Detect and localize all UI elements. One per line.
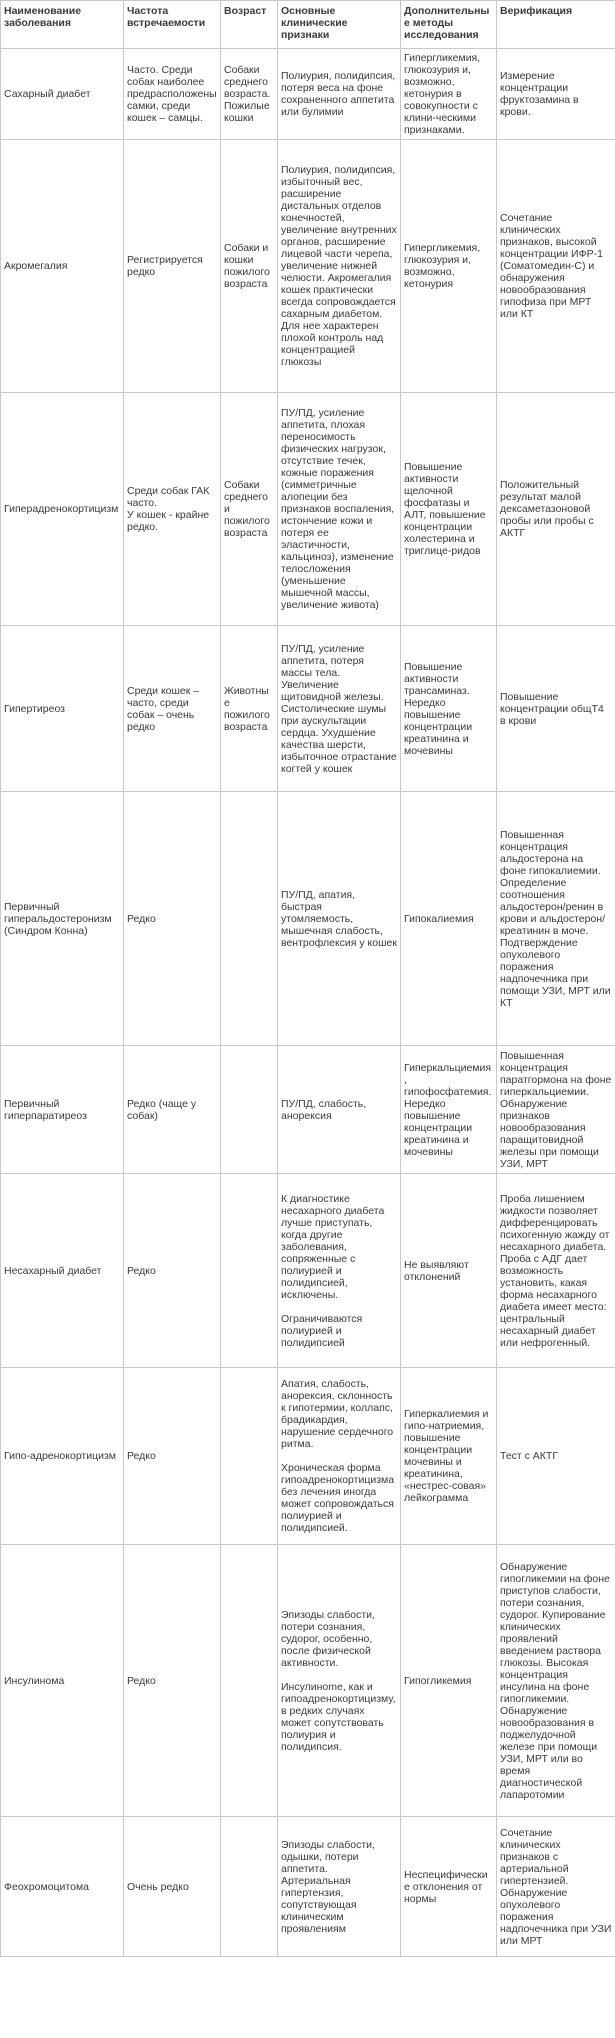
cell-signs: Полиурия, полидипсия, потеря веса на фоне сохраненного аппетита или булимии bbox=[278, 49, 401, 140]
header-verification: Верификация bbox=[497, 1, 615, 49]
cell-age bbox=[221, 1545, 278, 1817]
cell-signs: ПУ/ПД, усиление аппетита, потеря массы тела. Увеличение щитовидной железы. Систолические шумы при аускультации сердца. Ухудшение качества шерсти, избыточное отрастание когтей у кошек bbox=[278, 626, 401, 792]
cell-verification: Обнаружение гипогликемии на фоне приступов слабости, потери сознания, судорог. Купирование клинических проявлений введением раствора глюкозы. Высокая концентрация инсулина на фоне гипогликемии. Обнаружение новообразования в поджелудочной железе при помощи УЗИ, МРТ или во время диагностической лапаротомии bbox=[497, 1545, 615, 1817]
cell-verification: Сочетание клинических признаков, высокой концентрации ИФР-1 (Соматомедин-С) и обнаружения новообразования гипофиза при МРТ или КТ bbox=[497, 140, 615, 393]
cell-age bbox=[221, 1817, 278, 1957]
header-methods: Дополнительные методы исследования bbox=[401, 1, 497, 49]
cell-disease: Гипо-адренокортицизм bbox=[1, 1368, 124, 1545]
cell-frequency: Редко bbox=[124, 1368, 221, 1545]
cell-methods: Не выявляют отклонений bbox=[401, 1174, 497, 1368]
header-signs: Основные клинические признаки bbox=[278, 1, 401, 49]
cell-frequency: Регистрируется редко bbox=[124, 140, 221, 393]
cell-disease: Первичный гиперальдостеронизм (Синдром Конна) bbox=[1, 792, 124, 1046]
table-row bbox=[1, 1046, 615, 1174]
cell-disease: Гипертиреоз bbox=[1, 626, 124, 792]
header-disease: Наименование заболевания bbox=[1, 1, 124, 49]
table-row bbox=[1, 1368, 615, 1545]
cell-verification: Проба лишением жидкости позволяет дифференцировать психогенную жажду от несахарного диабета. Проба с АДГ дает возможность установить, какая форма несахарного диабета имеет место: центральный несахарный диабет или нефрогенный. bbox=[497, 1174, 615, 1368]
cell-age: Собаки среднего возраста. Пожилые кошки bbox=[221, 49, 278, 140]
cell-methods: Гипогликемия bbox=[401, 1545, 497, 1817]
cell-methods: Гиперкальциемия, гипофосфатемия. Нередко повышение концентрации креатинина и мочевины bbox=[401, 1046, 497, 1174]
table-row bbox=[1, 626, 615, 792]
cell-disease: Несахарный диабет bbox=[1, 1174, 124, 1368]
cell-frequency: Среди кошек – часто, среди собак – очень редко bbox=[124, 626, 221, 792]
cell-age: Собаки среднего и пожилого возраста bbox=[221, 393, 278, 626]
header-row bbox=[1, 1, 615, 49]
cell-signs: Апатия, слабость, анорексия, склонность к гипотермии, коллапс, брадикардия, нарушение сердечного ритма. Хроническая форма гипоадренокортицизма без лечения иногда может сопровождаться полиурией и полидипсией. bbox=[278, 1368, 401, 1545]
cell-verification: Измерение концентрации фруктозамина в крови. bbox=[497, 49, 615, 140]
cell-signs: К диагностике несахарного диабета лучше приступать, когда другие заболевания, сопряженные с полиурией и полидипсией, исключены. Ограничиваются полиурией и полидипсией bbox=[278, 1174, 401, 1368]
table-row bbox=[1, 393, 615, 626]
cell-frequency: Редко bbox=[124, 792, 221, 1046]
cell-signs: ПУ/ПД, слабость, анорексия bbox=[278, 1046, 401, 1174]
cell-age: Животные пожилого возраста bbox=[221, 626, 278, 792]
table-row bbox=[1, 1545, 615, 1817]
cell-verification: Повышение концентрации общТ4 в крови bbox=[497, 626, 615, 792]
cell-methods: Повышение активности трансаминаз. Нередко повышение концентрации креатинина и мочевины bbox=[401, 626, 497, 792]
cell-methods: Неспецифические отклонения от нормы bbox=[401, 1817, 497, 1957]
cell-methods: Гиперкалиемия и гипо-натриемия, повышение концентрации мочевины и креатинина, «нестрес-совая» лейкограмма bbox=[401, 1368, 497, 1545]
cell-signs: ПУ/ПД, апатия, быстрая утомляемость, мышечная слабость, вентрофлексия у кошек bbox=[278, 792, 401, 1046]
cell-frequency: Среди собак ГАК часто. У кошек - крайне редко. bbox=[124, 393, 221, 626]
cell-age bbox=[221, 1368, 278, 1545]
cell-methods: Гипокалиемия bbox=[401, 792, 497, 1046]
cell-signs: Полиурия, полидипсия, избыточный вес, расширение дистальных отделов конечностей, увеличение внутренних органов, расширение лицевой части черепа, увеличение нижней челюсти. Акромегалия кошек практически всегда сопровождается сахарным диабетом. Для нее характерен плохой контроль над концентрацией глюкозы bbox=[278, 140, 401, 393]
cell-disease: Гиперадренокортицизм bbox=[1, 393, 124, 626]
cell-age bbox=[221, 792, 278, 1046]
cell-verification: Сочетание клинических признаков с артериальной гипертензией. Обнаружение опухолевого поражения надпочечника при УЗИ или МРТ bbox=[497, 1817, 615, 1957]
cell-frequency: Очень редко bbox=[124, 1817, 221, 1957]
cell-methods: Гипергликемия, глюкозурия и, возможно, кетонурия bbox=[401, 140, 497, 393]
cell-disease: Инсулинома bbox=[1, 1545, 124, 1817]
table-row bbox=[1, 49, 615, 140]
cell-methods: Повышение активности щелочной фосфатазы и АЛТ, повышение концентрации холестерина и триглице-ридов bbox=[401, 393, 497, 626]
table-row bbox=[1, 140, 615, 393]
cell-frequency: Редко (чаще у собак) bbox=[124, 1046, 221, 1174]
cell-frequency: Часто. Среди собак наиболее предрасположены самки, среди кошек – самцы. bbox=[124, 49, 221, 140]
cell-disease: Акромегалия bbox=[1, 140, 124, 393]
table-row bbox=[1, 1174, 615, 1368]
cell-disease: Первичный гиперпаратиреоз bbox=[1, 1046, 124, 1174]
cell-age bbox=[221, 1174, 278, 1368]
cell-signs: Эпизоды слабости, одышки, потери аппетита. Артериальная гипертензия, сопутствующая клиническим проявлениям bbox=[278, 1817, 401, 1957]
cell-verification: Тест с АКТГ bbox=[497, 1368, 615, 1545]
header-age: Возраст bbox=[221, 1, 278, 49]
cell-verification: Повышенная концентрация альдостерона на фоне гипокалиемии. Определение соотношения альдостерон/ренин в крови и альдостерон/креатинин в моче. Подтверждение опухолевого поражения надпочечника при помощи УЗИ, МРТ или КТ bbox=[497, 792, 615, 1046]
cell-verification: Положительный результат малой дексаметазоновой пробы или пробы с АКТГ bbox=[497, 393, 615, 626]
cell-verification: Повышенная концентрация паратгормона на фоне гиперкальциемии. Обнаружение признаков новообразования паращитовидной железы при помощи УЗИ, МРТ bbox=[497, 1046, 615, 1174]
cell-signs: Эпизоды слабости, потери сознания, судорог, особенно, после физической активности. Инсулинome, как и гипоадренокортицизму, в редких случаях может сопутствовать полиурия и полидипсия. bbox=[278, 1545, 401, 1817]
cell-frequency: Редко bbox=[124, 1545, 221, 1817]
cell-signs: ПУ/ПД, усиление аппетита, плохая переносимость физических нагрузок, отсутствие течек, кожные поражения (симметричные алопеции без признаков воспаления, истончение кожи и потеря ее эластичности, кальциноз), изменение телосложения (уменьшение мышечной массы, увеличение живота) bbox=[278, 393, 401, 626]
cell-disease: Феохромоцитома bbox=[1, 1817, 124, 1957]
cell-methods: Гипергликемия, глюкозурия и, возможно, кетонурия в совокупности с клини-ческими признаками. bbox=[401, 49, 497, 140]
table-row bbox=[1, 792, 615, 1046]
cell-age: Собаки и кошки пожилого возраста bbox=[221, 140, 278, 393]
cell-age bbox=[221, 1046, 278, 1174]
cell-disease: Сахарный диабет bbox=[1, 49, 124, 140]
table-row bbox=[1, 1817, 615, 1957]
header-frequency: Частота встречаемости bbox=[124, 1, 221, 49]
cell-frequency: Редко bbox=[124, 1174, 221, 1368]
